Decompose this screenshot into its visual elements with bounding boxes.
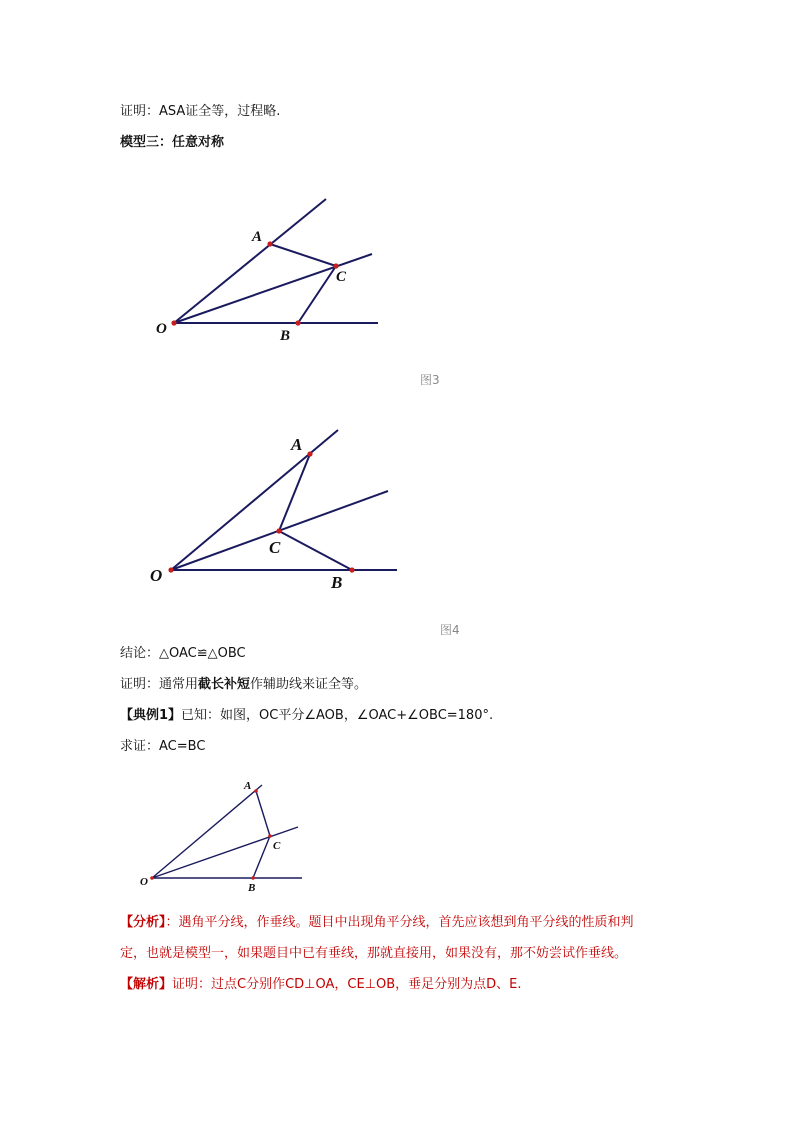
label-a: A: [252, 229, 263, 245]
point-b: [349, 567, 354, 572]
figure-4: [171, 430, 397, 570]
label-o: O: [156, 321, 167, 337]
ray-oc: [152, 827, 298, 878]
proof-asa-line: 证明：ASA证全等，过程略.: [120, 104, 281, 119]
label-a: A: [244, 780, 252, 792]
figure-3-points: [171, 241, 338, 325]
model3-title: 模型三：任意对称: [120, 135, 225, 150]
point-b: [295, 320, 300, 325]
label-c: C: [273, 840, 281, 852]
solution-line: [120, 976, 522, 994]
figure-4-caption: 图4: [440, 623, 460, 637]
proof-note-prefix: 证明：通常用: [120, 677, 199, 692]
analysis-tag: 【分析】: [120, 915, 166, 930]
label-c: C: [269, 538, 281, 557]
point-o: [150, 876, 154, 880]
segment-cb: [279, 531, 352, 570]
solution-text: 证明：过点C分别作CD⊥OA，CE⊥OB，垂足分别为点D、E.: [172, 977, 522, 992]
point-a: [254, 789, 258, 793]
segment-ac: [256, 791, 270, 836]
point-c: [276, 528, 281, 533]
proof-note-suffix: 作辅助线来证全等。: [250, 677, 368, 692]
prove-line: 求证：AC=BC: [120, 739, 206, 754]
analysis-line-1: [120, 914, 634, 932]
example-line: [120, 707, 493, 725]
example-tag: 【典例1】: [120, 708, 182, 723]
figure-3-caption: 图3: [420, 373, 440, 387]
proof-note-line: [120, 676, 367, 694]
label-b: B: [280, 328, 291, 344]
label-a: A: [291, 435, 303, 454]
figure-3: [174, 199, 378, 323]
label-o: O: [140, 876, 148, 888]
figure-4-points: [168, 451, 354, 572]
proof-note-method: 截长补短: [198, 677, 251, 692]
label-b: B: [331, 573, 343, 592]
point-b: [251, 876, 255, 880]
point-c: [268, 834, 272, 838]
segment-cb: [298, 266, 336, 323]
ray-oa: [152, 785, 262, 878]
ray-oa: [174, 199, 326, 323]
point-o: [168, 567, 173, 572]
label-b: B: [248, 882, 256, 894]
conclusion-line: 结论：△OAC≌△OBC: [120, 646, 246, 661]
point-o: [171, 320, 176, 325]
analysis-text-1: ：遇角平分线，作垂线。题目中出现角平分线，首先应该想到角平分线的性质和判: [165, 915, 634, 930]
point-a: [307, 451, 312, 456]
segment-ac: [270, 244, 336, 266]
example-figure-points: [150, 789, 272, 880]
analysis-line-2: 定，也就是模型一，如果题目中已有垂线，那就直接用，如果没有，那不妨尝试作垂线。: [120, 946, 628, 961]
point-a: [267, 241, 272, 246]
ray-oc: [174, 254, 372, 323]
label-c: C: [336, 269, 347, 285]
label-o: O: [150, 566, 163, 585]
point-c: [333, 263, 338, 268]
example-text: 已知：如图，OC平分∠AOB，∠OAC+∠OBC=180°.: [181, 708, 494, 723]
solution-tag: 【解析】: [120, 977, 173, 992]
example-figure: [152, 785, 302, 878]
